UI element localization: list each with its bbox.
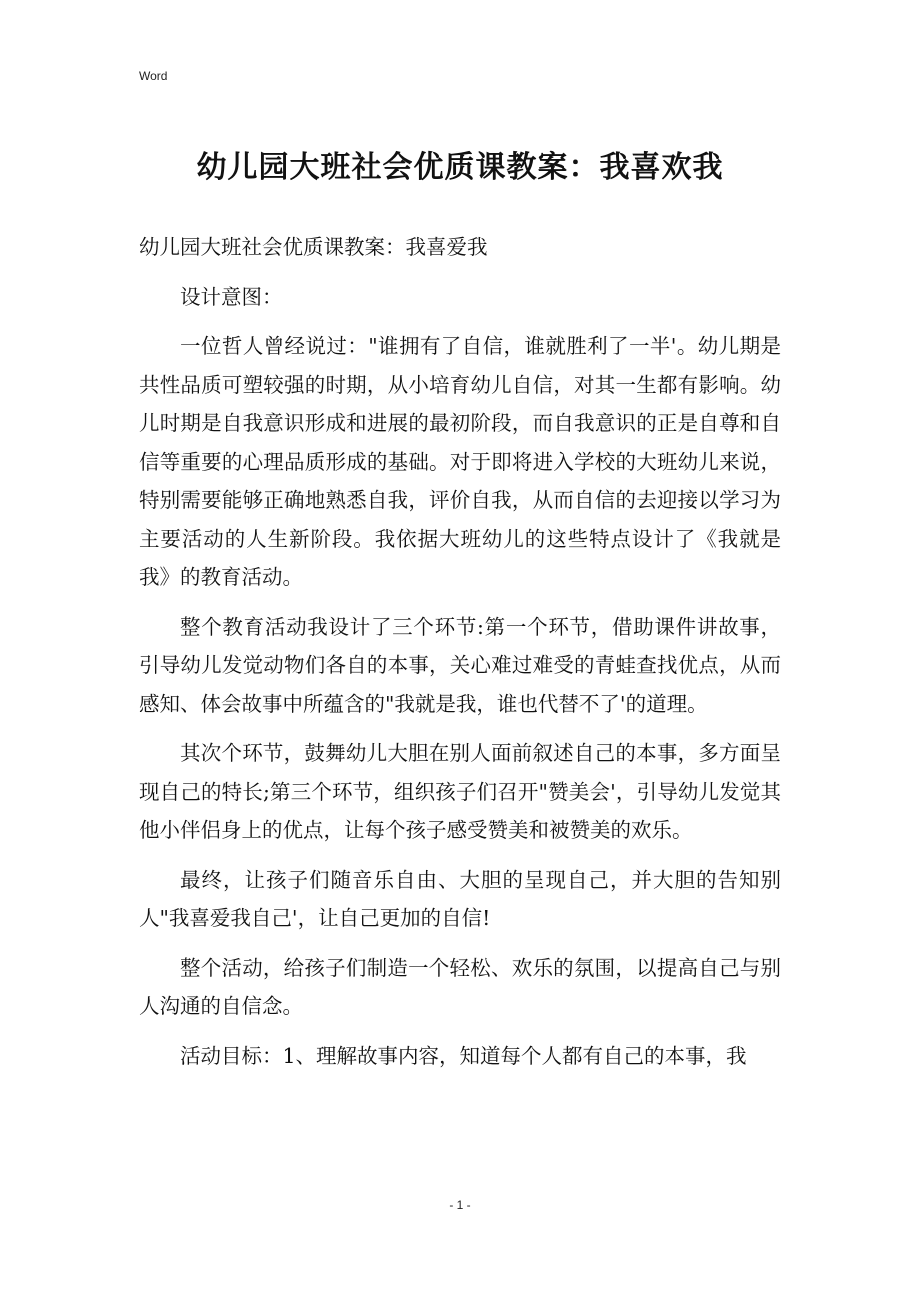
subtitle-paragraph: 幼儿园大班社会优质课教案：我喜爱我 — [139, 235, 488, 259]
section-heading-design-intent: 设计意图： — [180, 284, 283, 309]
body-paragraph: 其次个环节，鼓舞幼儿大胆在别人面前叙述自己的本事，多方面呈现自己的特长;第三个环节，组织孩子们召开"赞美会'，引导幼儿发觉其他小伴侣身上的优点，让每个孩子感受赞美和被赞美的欢乐。 — [139, 741, 781, 842]
body-paragraph: 整个活动，给孩子们制造一个轻松、欢乐的氛围，以提高自己与别人沟通的自信念。 — [139, 955, 781, 1018]
app-header-label: Word — [139, 69, 168, 83]
document-body — [139, 228, 781, 1075]
body-paragraph: 一位哲人曾经说过："谁拥有了自信，谁就胜利了一半'。幼儿期是共性品质可塑较强的时期，从小培育幼儿自信，对其一生都有影响。幼儿时期是自我意识形成和进展的最初阶段，而自我意识的正是自尊和自信等重要的心理品质形成的基础。对于即将进入学校的大班幼儿来说，特别需要能够正确地熟悉自我，评价自我，从而自信的去迎接以学习为主要活动的人生新阶段。我依据大班幼儿的这些特点设计了《我就是我》的教育活动。 — [139, 334, 781, 589]
document-title: 幼儿园大班社会优质课教案：我喜欢我 — [196, 150, 724, 185]
body-paragraph: 活动目标：1、理解故事内容，知道每个人都有自己的本事，我 — [180, 1043, 747, 1068]
page-number: - 1 - — [449, 1198, 471, 1212]
body-paragraph: 整个教育活动我设计了三个环节:第一个环节，借助课件讲故事，引导幼儿发觉动物们各自的本事，关心难过难受的青蛙查找优点，从而感知、体会故事中所蕴含的"我就是我，谁也代替不了'的道理。 — [139, 614, 781, 716]
body-paragraph: 最终，让孩子们随音乐自由、大胆的呈现自己，并大胆的告知别人"我喜爱我自己'，让自己更加的自信! — [139, 867, 781, 930]
